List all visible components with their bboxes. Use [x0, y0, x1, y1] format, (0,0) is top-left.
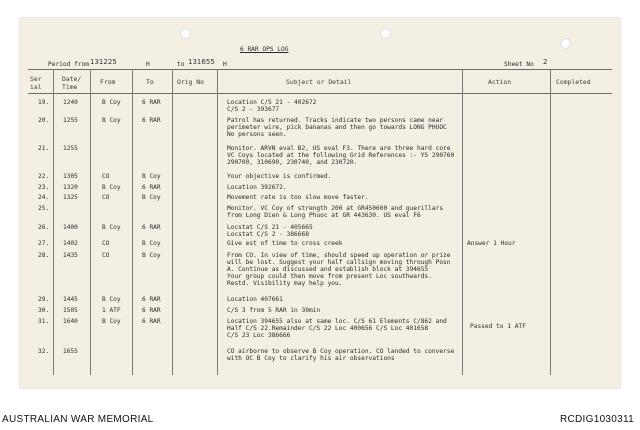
entry-from: B Coy: [102, 296, 121, 303]
entry-from: B Coy: [102, 99, 121, 106]
column-divider: [172, 69, 173, 375]
column-header-date: Date/ Time: [62, 75, 82, 91]
entry-from: B Coy: [102, 318, 121, 325]
sheet-label: Sheet No: [504, 61, 534, 68]
entry-detail: Location 407661: [227, 296, 283, 303]
entry-serial: 32.: [38, 348, 50, 355]
entry-detail: Your group could then move from present Loc southwards.: [227, 273, 432, 280]
entry-detail: from Long Dien & Long Phuoc at GR 443630. US eval F6: [227, 212, 421, 219]
column-divider: [90, 69, 91, 375]
entry-action: Answer 1 Hour: [467, 240, 516, 247]
entry-from: CO: [102, 252, 110, 259]
entry-detail: will be lost. Suggest your half callsign moving through Posn: [227, 259, 451, 266]
entry-to: B Coy: [142, 173, 161, 180]
entry-from: CO: [102, 240, 110, 247]
entry-serial: 27.: [38, 240, 50, 247]
column-header-to: To: [146, 78, 154, 86]
period-to: 131655: [188, 58, 215, 66]
entry-serial: 28.: [38, 252, 50, 259]
log-title: 6 RAR OPS LOG: [240, 46, 289, 53]
column-divider: [132, 69, 133, 375]
entry-detail: Give est of time to cross creek: [227, 240, 343, 247]
entry-detail: Location C/S 21 - 402672: [227, 99, 317, 106]
entry-detail: Movement rate is too slow move faster.: [227, 194, 369, 201]
entry-detail: CO airborne to observe B Coy operation. CO landed to converse: [227, 348, 455, 355]
entry-time: 1655: [63, 348, 78, 355]
entry-detail: with OC B Coy to clarify his air observations: [227, 355, 395, 362]
sheet-number: 2: [543, 58, 548, 66]
column-header-from: From: [100, 78, 116, 86]
entry-time: 1640: [63, 318, 78, 325]
entry-action: Passed to 1 ATF: [470, 323, 526, 330]
punch-hole: [180, 28, 191, 39]
entry-detail: C/S 3 from 5 RAR in 30min: [227, 307, 321, 314]
entry-detail: Restd. Visibility may help you.: [227, 280, 343, 287]
period-to-suffix: H: [223, 61, 227, 68]
entry-time: 1240: [63, 99, 78, 106]
entry-from: CO: [102, 173, 110, 180]
entry-detail: C/S 23 Loc 386666: [227, 332, 291, 339]
entry-from: B Coy: [102, 224, 121, 231]
entry-detail: From CO. In view of time, should speed up operation or prize: [227, 252, 451, 259]
column-header-serial: Ser ial: [30, 75, 42, 91]
entry-serial: 19.: [38, 99, 50, 106]
entry-detail: Locstat C/S 2 - 386668: [227, 231, 309, 238]
entry-time: 1255: [63, 145, 78, 152]
entry-serial: 20.: [38, 117, 50, 124]
entry-detail: Monitor. ARVN eval B2, US eval F3. There are three hard core: [227, 145, 451, 152]
entry-time: 1505: [63, 307, 78, 314]
punch-hole: [380, 28, 391, 39]
column-divider: [53, 69, 54, 375]
period-from-suffix: H: [146, 61, 150, 68]
entry-to: 6 RAR: [142, 296, 161, 303]
entry-serial: 24.: [38, 194, 50, 201]
log-sheet: [20, 18, 620, 388]
entry-to: B Coy: [142, 240, 161, 247]
column-divider: [217, 69, 218, 375]
entry-time: 1305: [63, 173, 78, 180]
entry-detail: No persons seen.: [227, 131, 287, 138]
header-rule-bottom: [28, 93, 612, 94]
entry-time: 1435: [63, 252, 78, 259]
entry-detail: 290700, 310690, 230740, and 230720.: [227, 159, 358, 166]
period-label: Period from: [48, 61, 89, 68]
entry-to: B Coy: [142, 252, 161, 259]
entry-time: 1325: [63, 194, 78, 201]
entry-to: 6 RAR: [142, 318, 161, 325]
entry-time: 1320: [63, 184, 78, 191]
entry-detail: Locstat C/S 21 - 405665: [227, 224, 313, 231]
archive-credit: AUSTRALIAN WAR MEMORIAL: [2, 414, 154, 425]
entry-detail: Monitor. VC Coy of strength 200 at GR450600 and guerillars: [227, 205, 444, 212]
entry-detail: perimeter wire, pick bananas and then go towards LONG PHUOC: [227, 124, 447, 131]
entry-detail: C/S 2 - 393677: [227, 106, 280, 113]
entry-serial: 30.: [38, 307, 50, 314]
entry-to: 6 RAR: [142, 99, 161, 106]
entry-serial: 31.: [38, 318, 50, 325]
entry-from: 1 ATF: [102, 307, 121, 314]
entry-time: 1445: [63, 296, 78, 303]
entry-detail: Location 392672.: [227, 184, 287, 191]
entry-serial: 25.: [38, 205, 50, 212]
entry-serial: 21.: [38, 145, 50, 152]
entry-detail: A. Continue as discussed and establish block at 394655: [227, 266, 429, 273]
entry-from: B Coy: [102, 117, 121, 124]
entry-detail: Location 394655 also at same loc. C/S 61 Elements C/862 and: [227, 318, 447, 325]
entry-detail: VC Coys located at the following Grid References :- YS 290760: [227, 152, 455, 159]
period-from: 131225: [90, 58, 117, 66]
entry-to: 6 RAR: [142, 224, 161, 231]
column-header-orig-no: Orig No: [177, 78, 204, 86]
to-label: to: [177, 61, 185, 68]
column-header-completed: Completed: [556, 78, 591, 86]
entry-serial: 29.: [38, 296, 50, 303]
entry-time: 1400: [63, 224, 78, 231]
entry-serial: 23.: [38, 184, 50, 191]
entry-time: 1402: [63, 240, 78, 247]
entry-from: CO: [102, 194, 110, 201]
column-header-subject: Subject or Detail: [286, 78, 352, 86]
punch-hole: [560, 38, 571, 49]
entry-detail: Half C/S 22.Remainder C/S 22 Loc 400656 C/S Loc 401658: [227, 325, 429, 332]
entry-to: B Coy: [142, 194, 161, 201]
column-divider: [550, 69, 551, 375]
entry-to: 6 RAR: [142, 307, 161, 314]
entry-to: 6 RAR: [142, 184, 161, 191]
column-divider: [462, 69, 463, 375]
header-rule-top: [28, 69, 612, 70]
entry-from: B Coy: [102, 184, 121, 191]
record-id: RCDIG1030311: [559, 414, 634, 425]
entry-detail: Your objective is confirmed.: [227, 173, 332, 180]
entry-serial: 26.: [38, 224, 50, 231]
column-header-action: Action: [488, 78, 512, 86]
entry-serial: 22.: [38, 173, 50, 180]
entry-detail: Patrol has returned. Tracks indicate two persons came near: [227, 117, 444, 124]
entry-to: 6 RAR: [142, 117, 161, 124]
entry-time: 1255: [63, 117, 78, 124]
